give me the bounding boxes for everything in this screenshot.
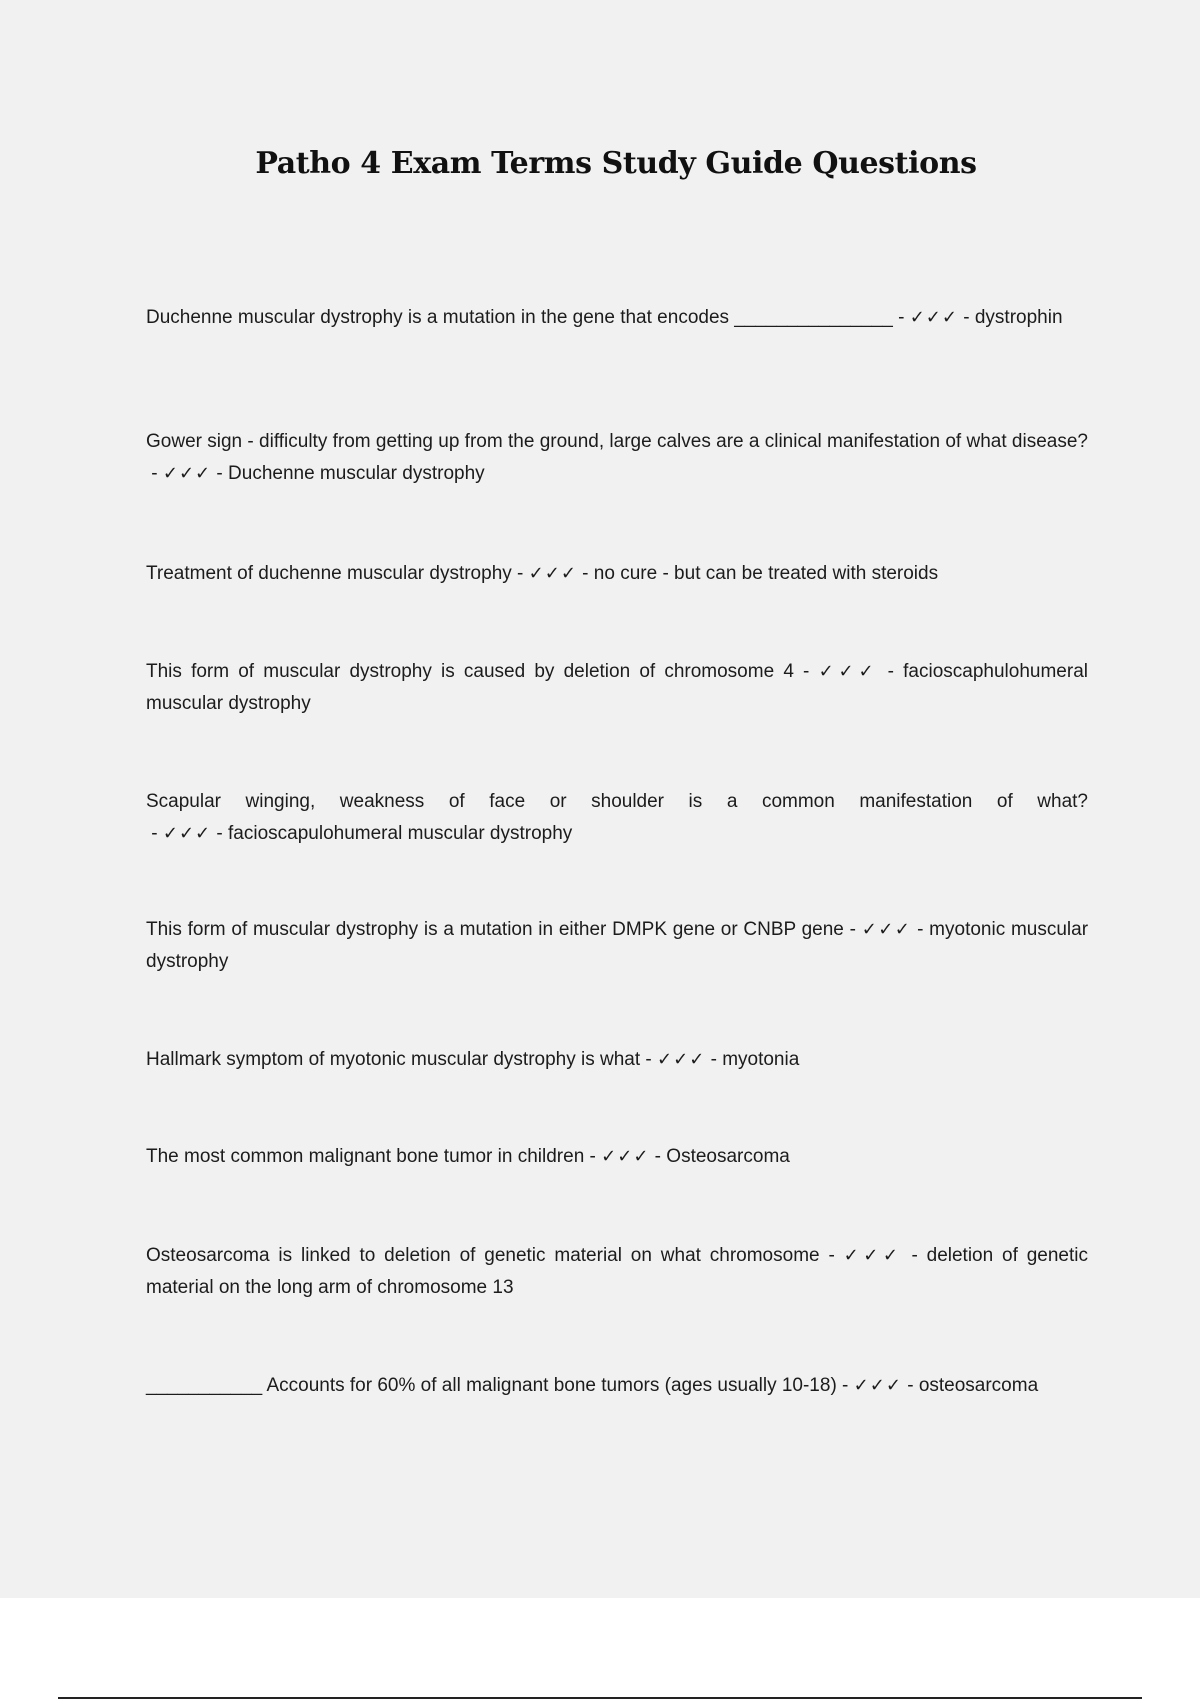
qa-item-1 bbox=[146, 302, 1088, 334]
check-marks: ✓✓✓ bbox=[861, 919, 912, 940]
answer-text: Osteosarcoma bbox=[666, 1146, 790, 1167]
question-text: Hallmark symptom of myotonic muscular dystrophy is what bbox=[146, 1049, 641, 1070]
qa-item-3 bbox=[146, 558, 1088, 590]
separator: - bbox=[211, 463, 229, 484]
qa-item-5 bbox=[146, 786, 1088, 850]
qa-item-2 bbox=[146, 426, 1088, 490]
separator: - bbox=[576, 563, 594, 584]
check-marks: ✓✓✓ bbox=[818, 661, 879, 682]
separator: - bbox=[584, 1146, 602, 1167]
check-marks: ✓✓✓ bbox=[843, 1245, 903, 1266]
question-text: ___________ Accounts for 60% of all malignant bone tumors (ages usually 10-18) bbox=[146, 1375, 837, 1396]
separator: - bbox=[705, 1049, 723, 1070]
separator: - bbox=[511, 563, 529, 584]
qa-item-9 bbox=[146, 1240, 1088, 1304]
separator: - bbox=[892, 307, 910, 328]
check-marks: ✓✓✓ bbox=[162, 463, 212, 484]
question-text: Osteosarcoma is linked to deletion of genetic material on what chromosome bbox=[146, 1245, 820, 1266]
check-marks: ✓✓✓ bbox=[909, 307, 958, 328]
qa-item-10 bbox=[146, 1370, 1088, 1402]
separator: - bbox=[843, 919, 862, 940]
answer-text: facioscaphulohumeral muscular dystrophy bbox=[146, 661, 1088, 714]
separator: - bbox=[957, 307, 975, 328]
question-text: This form of muscular dystrophy is caused by deletion of chromosome 4 bbox=[146, 661, 794, 682]
separator: - bbox=[146, 823, 163, 844]
separator: - bbox=[911, 919, 930, 940]
question-text: Treatment of duchenne muscular dystrophy bbox=[146, 563, 512, 584]
answer-text: no cure - but can be treated with steroids bbox=[593, 563, 939, 584]
footer-rule bbox=[58, 1697, 1142, 1699]
separator: - bbox=[640, 1049, 658, 1070]
question-text: The most common malignant bone tumor in children bbox=[146, 1146, 585, 1167]
qa-item-8 bbox=[146, 1141, 1088, 1173]
answer-text: myotonia bbox=[722, 1049, 800, 1070]
question-text: This form of muscular dystrophy is a mutation in either DMPK gene or CNBP gene bbox=[146, 919, 844, 940]
qa-item-6 bbox=[146, 914, 1088, 978]
separator: - bbox=[836, 1375, 854, 1396]
answer-text: osteosarcoma bbox=[918, 1375, 1039, 1396]
answer-text: myotonic muscular dystrophy bbox=[146, 919, 1089, 972]
separator: - bbox=[819, 1245, 844, 1266]
separator: - bbox=[901, 1375, 919, 1396]
answer-text: Duchenne muscular dystrophy bbox=[228, 463, 485, 484]
separator: - bbox=[146, 463, 163, 484]
separator: - bbox=[793, 661, 819, 682]
qa-item-7 bbox=[146, 1044, 1088, 1076]
question-text: Gower sign - difficulty from getting up from the ground, large calves are a clinical manifestation of what disease? bbox=[146, 431, 1088, 452]
qa-item-4 bbox=[146, 656, 1088, 720]
check-marks: ✓✓✓ bbox=[162, 823, 212, 844]
check-marks: ✓✓✓ bbox=[853, 1375, 902, 1396]
separator: - bbox=[902, 1245, 927, 1266]
separator: - bbox=[878, 661, 904, 682]
question-text: Duchenne muscular dystrophy is a mutation in the gene that encodes _______________ bbox=[146, 307, 893, 328]
answer-text: deletion of genetic material on the long arm of chromosome 13 bbox=[146, 1245, 1088, 1298]
check-marks: ✓✓✓ bbox=[601, 1146, 650, 1167]
document-title: Patho 4 Exam Terms Study Guide Questions bbox=[255, 146, 977, 181]
answer-text: dystrophin bbox=[974, 307, 1063, 328]
check-marks: ✓✓✓ bbox=[528, 563, 577, 584]
separator: - bbox=[211, 823, 229, 844]
check-marks: ✓✓✓ bbox=[657, 1049, 706, 1070]
question-text: Scapular winging, weakness of face or shoulder is a common manifestation of what? bbox=[146, 791, 1088, 812]
separator: - bbox=[649, 1146, 667, 1167]
answer-text: facioscapulohumeral muscular dystrophy bbox=[228, 823, 573, 844]
